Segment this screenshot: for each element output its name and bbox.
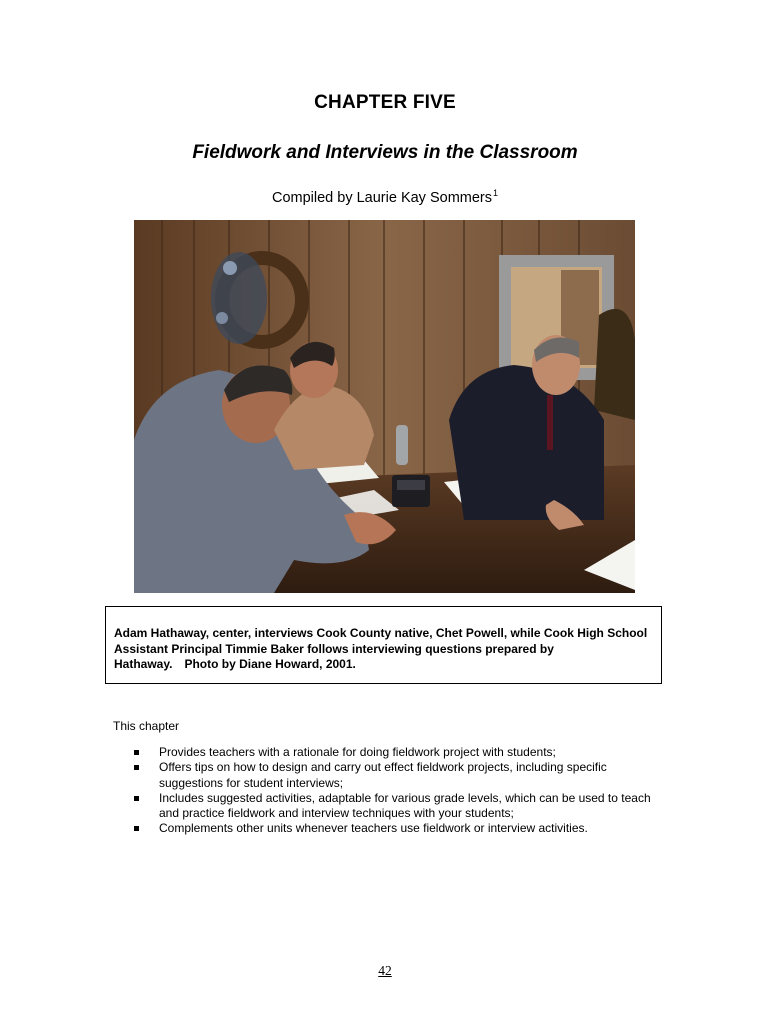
page-number-text: 42 — [378, 963, 392, 978]
caption-credit: Photo by Diane Howard, 2001. — [184, 657, 356, 671]
list-item-text: Complements other units whenever teachers use fieldwork or interview activities. — [159, 821, 588, 836]
caption-box — [105, 606, 662, 684]
caption-text: Adam Hathaway, center, interviews Cook County native, Chet Powell, while Cook High School Assistant Principal Timmie Baker follows interviewing questions prepared by Hathaway. — [114, 626, 648, 671]
footnote-marker: 1 — [493, 188, 499, 198]
list-item — [0, 745, 659, 760]
bullet-icon — [134, 765, 139, 770]
byline — [0, 188, 770, 206]
bullet-icon — [134, 750, 139, 755]
bullet-icon — [134, 826, 139, 831]
chapter-heading: CHAPTER FIVE — [314, 92, 456, 113]
list-item-text: Offers tips on how to design and carry out effect fieldwork projects, including specific suggestions for student interviews; — [159, 760, 607, 790]
list-item — [0, 791, 659, 822]
list-item-text: Includes suggested activities, adaptable for various grade levels, which can be used to teach and practice fieldwork and interview techniques with your students; — [159, 790, 651, 821]
bullet-list — [0, 745, 770, 837]
intro-text: This chapter — [113, 719, 180, 733]
list-item — [0, 821, 659, 836]
page-number — [0, 963, 770, 979]
interview-photo — [134, 220, 635, 593]
list-item-text: Provides teachers with a rationale for doing fieldwork project with students; — [159, 745, 556, 759]
byline-text: Compiled by Laurie Kay Sommers — [271, 190, 492, 206]
list-item — [0, 760, 659, 791]
chapter-title: Fieldwork and Interviews in the Classroom — [192, 142, 578, 163]
bullet-icon — [134, 796, 139, 801]
photo-caption — [114, 626, 654, 673]
